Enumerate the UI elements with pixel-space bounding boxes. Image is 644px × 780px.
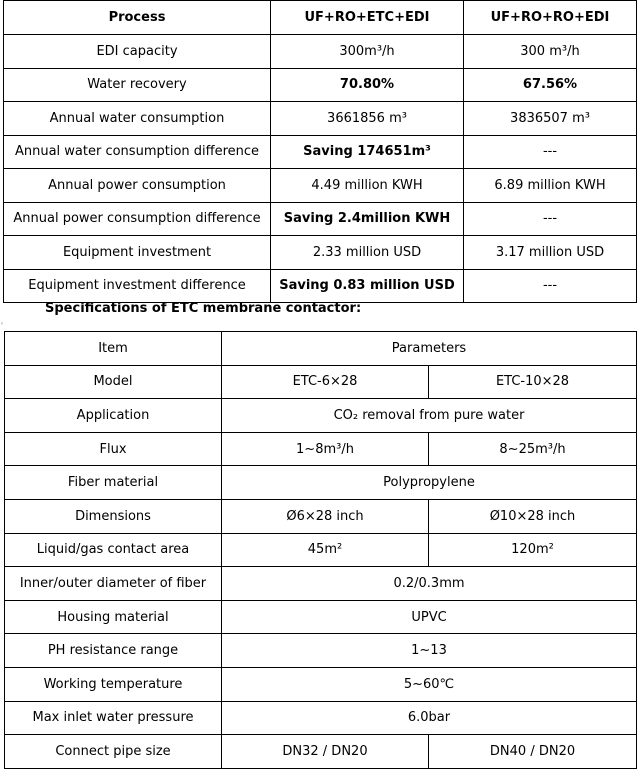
cell-merged: CO₂ removal from pure water	[222, 399, 637, 433]
row-label: Equipment investment difference	[4, 269, 271, 303]
row-label: EDI capacity	[4, 35, 271, 69]
cell-ro: ---	[464, 269, 637, 303]
cell-merged: 1~13	[222, 634, 637, 668]
table-row	[4, 169, 637, 203]
row-label: Flux	[5, 432, 222, 466]
cell-etc: 4.49 million KWH	[271, 169, 464, 203]
table-row	[5, 533, 637, 567]
table-row	[5, 432, 637, 466]
cell-etc: 2.33 million USD	[271, 236, 464, 270]
row-label: Housing material	[5, 600, 222, 634]
anchor-marker-icon: ◦	[0, 320, 5, 328]
cell-etc: 3661856 m³	[271, 102, 464, 136]
cell-etc-6: 1~8m³/h	[222, 432, 429, 466]
cell-ro: 67.56%	[464, 68, 637, 102]
row-label: PH resistance range	[5, 634, 222, 668]
row-label: Inner/outer diameter of fiber	[5, 567, 222, 601]
table-row	[4, 68, 637, 102]
table-row	[5, 701, 637, 735]
table-row	[4, 35, 637, 69]
table-row	[5, 634, 637, 668]
process-comparison-table	[3, 0, 637, 303]
cell-etc-10: DN40 / DN20	[429, 735, 637, 769]
table-header-row	[5, 332, 637, 366]
cell-merged: 5~60℃	[222, 667, 637, 701]
header-process: Process	[4, 1, 271, 35]
cell-etc: 300m³/h	[271, 35, 464, 69]
row-label: Model	[5, 365, 222, 399]
row-label: Application	[5, 399, 222, 433]
spec-heading: Specifications of ETC membrane contactor:	[45, 301, 362, 316]
row-label: Annual water consumption	[4, 102, 271, 136]
cell-etc-6: DN32 / DN20	[222, 735, 429, 769]
table-row	[5, 600, 637, 634]
table-row	[4, 269, 637, 303]
row-label: Equipment investment	[4, 236, 271, 270]
row-label: Fiber material	[5, 466, 222, 500]
row-label: Annual water consumption difference	[4, 135, 271, 169]
row-label: Liquid/gas contact area	[5, 533, 222, 567]
table-row	[5, 567, 637, 601]
cell-merged: UPVC	[222, 600, 637, 634]
cell-ro: 300 m³/h	[464, 35, 637, 69]
cell-etc-10: Ø10×28 inch	[429, 499, 637, 533]
cell-etc-10: 8~25m³/h	[429, 432, 637, 466]
row-label: Max inlet water pressure	[5, 701, 222, 735]
cell-merged: Polypropylene	[222, 466, 637, 500]
cell-etc-6: ETC-6×28	[222, 365, 429, 399]
table-row	[5, 466, 637, 500]
row-label: Annual power consumption difference	[4, 202, 271, 236]
table-header-row	[4, 1, 637, 35]
cell-ro: 3.17 million USD	[464, 236, 637, 270]
header-ro-process: UF+RO+RO+EDI	[464, 1, 637, 35]
cell-ro: ---	[464, 135, 637, 169]
cell-etc-6: Ø6×28 inch	[222, 499, 429, 533]
header-item: Item	[5, 332, 222, 366]
row-label: Annual power consumption	[4, 169, 271, 203]
table-row	[5, 499, 637, 533]
table-row	[4, 236, 637, 270]
row-label: Water recovery	[4, 68, 271, 102]
table-row	[4, 102, 637, 136]
cell-merged: 0.2/0.3mm	[222, 567, 637, 601]
cell-merged: 6.0bar	[222, 701, 637, 735]
cell-etc: Saving 2.4million KWH	[271, 202, 464, 236]
header-etc-process: UF+RO+ETC+EDI	[271, 1, 464, 35]
table-row	[4, 135, 637, 169]
cell-etc-6: 45m²	[222, 533, 429, 567]
cell-ro: ---	[464, 202, 637, 236]
header-parameters: Parameters	[222, 332, 637, 366]
cell-etc: Saving 174651m³	[271, 135, 464, 169]
cell-ro: 3836507 m³	[464, 102, 637, 136]
row-label: Working temperature	[5, 667, 222, 701]
table-row	[4, 202, 637, 236]
table-row	[5, 735, 637, 769]
cell-etc: Saving 0.83 million USD	[271, 269, 464, 303]
cell-etc-10: ETC-10×28	[429, 365, 637, 399]
table-row	[5, 399, 637, 433]
table-row	[5, 667, 637, 701]
row-label: Dimensions	[5, 499, 222, 533]
cell-ro: 6.89 million KWH	[464, 169, 637, 203]
table-row	[5, 365, 637, 399]
cell-etc-10: 120m²	[429, 533, 637, 567]
spec-table	[4, 331, 637, 769]
cell-etc: 70.80%	[271, 68, 464, 102]
row-label: Connect pipe size	[5, 735, 222, 769]
